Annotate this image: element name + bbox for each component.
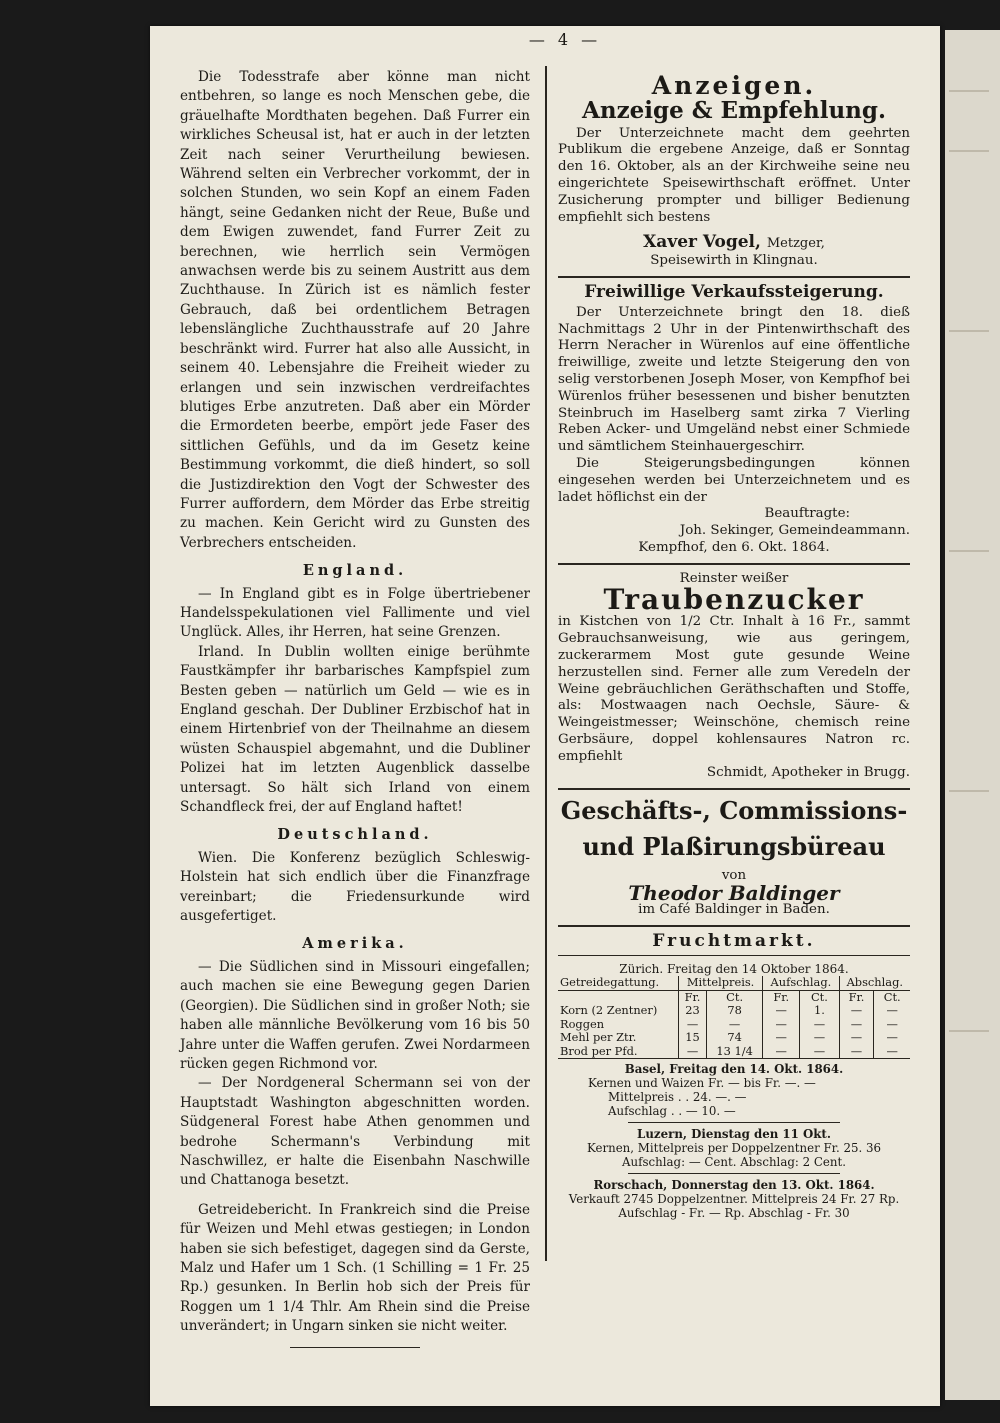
- adjacent-page-edge: [945, 30, 1000, 1400]
- table-row: [558, 1045, 910, 1059]
- col-header: Mittelpreis.: [678, 976, 762, 990]
- divider: [558, 276, 910, 278]
- ad-baldinger: [558, 796, 910, 918]
- ad-baldinger-place: im Café Baldinger in Baden.: [638, 901, 830, 917]
- ad-vogel-name: Xaver Vogel,: [643, 232, 761, 253]
- heading-anzeigen: Anzeigen.: [651, 71, 817, 100]
- grain-name: Korn (2 Zentner): [560, 1003, 658, 1018]
- right-column: [558, 68, 910, 1220]
- cell: —: [678, 1045, 706, 1059]
- cell: —: [763, 1004, 800, 1018]
- basel-line: Kernen und Waizen Fr. — bis Fr. —. —: [588, 1076, 816, 1091]
- cell: 13 1/4: [707, 1045, 763, 1059]
- article-amerika-1: — Die Südlichen sind in Missouri eingefallen; auch machen sie eine Bewegung gegen Darien (Georgien). Die Südlichen sind in großer Noth; sie haben alle männliche Bevölkerung vom 16 bis 50 Jahre unter die Waffen gerufen. Zwei Nordarmeen rücken gegen Richmond vor.: [180, 958, 530, 1072]
- grain-name: Roggen: [560, 1016, 605, 1031]
- table-row: [558, 1018, 910, 1032]
- cell: —: [874, 1018, 910, 1032]
- luzern-heading: Luzern, Dienstag den 11 Okt.: [637, 1127, 831, 1142]
- unit-header: Ct.: [707, 990, 763, 1004]
- column-rule: [545, 66, 547, 1261]
- unit-header: Fr.: [763, 990, 800, 1004]
- grain-name: Brod per Pfd.: [558, 1045, 678, 1059]
- ad-steigerung-title: Freiwillige Verkaufssteigerung.: [584, 281, 884, 302]
- ad-vogel-body: Der Unterzeichnete macht dem geehrten Publikum die ergebene Anzeige, daß er Sonntag den 16. Oktober, als an der Kirchweihe seine neu eingerichtete Speisewirthschaft eröffnet. Unter Zusicherung prompter und billiger Bedienung empfiehlt sich bestens: [558, 125, 910, 225]
- page-number: — 4 —: [528, 30, 602, 49]
- article-amerika-2: — Der Nordgeneral Schermann sei von der Hauptstadt Washington abgeschnitten worden. Südgeneral Forest habe Athen genommen und bedrohe Schermann's Verbindung mit Naschwillez, er halte die Eisenbahn Naschwille und Chattanoga besetzt.: [180, 1075, 530, 1189]
- rorschach-line: Aufschlag - Fr. — Rp. Abschlag - Fr. 30: [618, 1206, 850, 1221]
- luzern-report: [558, 1127, 910, 1169]
- cell: —: [763, 1045, 800, 1059]
- article-furrer: Die Todesstrafe aber könne man nicht entbehren, so lange es noch Menschen gebe, die gräuelhafte Mordthaten begehen. Daß Furrer ein wirkliches Scheusal ist, hat er auch in der letzten Zeit nach seiner Verurtheilung bewiesen. Während selten ein Verbrecher vorkommt, der in solchen Stunden, wo sein Kopf an einem Faden hängt, seine Gedanken nicht der Reue, Buße und dem Ewigen zuwendet, fand Furrer Zeit zu berechnen, wie herrlich sein Vermögen anwachsen werde bis zu seinem Austritt aus dem Zuchthause. In Zürich ist es nämlich fester Gebrauch, daß bei ordentlichem Betragen lebenslängliche Zuchthausstrafe auf 20 Jahre beschränkt wird. Furrer hat also alle Aussicht, in seinem 40. Lebensjahre die Freiheit wieder zu erlangen und sein inzwischen verdreifachtes blutiges Erbe anzutreten. Daß aber ein Mörder die Ermordeten beerbe, empört jede Faser des sittlichen Gefühls, und da im Gesetz keine Bestimmung vorkommt, die dieß hindert, so soll die Justizdirektion den Vogt der Schwester des Furrer auffordern, dem Mörder das Erbe streitig zu machen. Kein Gericht wird zu Gunsten des Verbrechers entscheiden.: [180, 69, 530, 551]
- cell: —: [839, 1045, 874, 1059]
- ad-steigerung-place: Kempfhof, den 6. Okt. 1864.: [638, 539, 830, 555]
- unit-header: Ct.: [874, 990, 910, 1004]
- left-column: [180, 68, 530, 1348]
- basel-report: [558, 1062, 910, 1118]
- ad-vogel: [558, 96, 910, 270]
- divider: [628, 1122, 839, 1123]
- newspaper-page: [150, 26, 940, 1406]
- cell: —: [800, 1031, 839, 1045]
- cell: —: [800, 1018, 839, 1032]
- divider: [558, 955, 910, 956]
- ad-traubenzucker-body: in Kistchen von 1/2 Ctr. Inhalt à 16 Fr., sammt Gebrauchsanweisung, wie aus geringem, zuckerarmem Most gute gesunde Weine herzustellen sind. Ferner alle zum Veredeln der Weine gebräuchlichen Geräthschaften und Stoffe, als: Mostwaagen nach Oechsle, Säure- & Weingeistmesser; Weinschöne, chemisch reine Gerbsäure, doppel kohlensaures Natron rc. empfiehlt: [558, 614, 910, 764]
- cell: —: [763, 1031, 800, 1045]
- ad-vogel-title: Anzeige & Empfehlung.: [582, 96, 886, 124]
- cell: —: [800, 1045, 839, 1059]
- cell: —: [763, 1018, 800, 1032]
- ad-baldinger-line1: Geschäfts-, Commissions-: [560, 796, 908, 826]
- unit-header: Ct.: [800, 990, 839, 1004]
- divider: [558, 925, 910, 927]
- ad-traubenzucker-pre: Reinster weißer: [679, 570, 789, 586]
- cell: —: [678, 1018, 706, 1032]
- article-wien: Wien. Die Konferenz bezüglich Schleswig-Holstein hat sich endlich über die Finanzfrage vereinbart; die Friedensurkunde wird ausgefertiget.: [180, 849, 530, 925]
- cell: —: [839, 1031, 874, 1045]
- ad-baldinger-line2: und Plaßirungsbüreau: [582, 832, 886, 862]
- unit-header: Fr.: [678, 990, 706, 1004]
- ad-vogel-role: Metzger,: [766, 236, 825, 252]
- ad-steigerung-beauftragte: Beauftragte:: [764, 506, 850, 522]
- ad-traubenzucker-signature: Schmidt, Apotheker in Brugg.: [706, 765, 910, 781]
- ad-baldinger-von: von: [721, 868, 747, 884]
- divider: [558, 563, 910, 565]
- article-getreidebericht: Getreidebericht. In Frankreich sind die Preise für Weizen und Mehl etwas gestiegen; in London haben sie sich befestiget, dagegen sind da Gerste, Malz und Hafer um 1 Sch. (1 Schilling = 1 Fr. 25 Rp.) gesunken. In Berlin hob sich der Preis für Roggen um 1 1/4 Thlr. Am Rhein sind die Preise unverändert; in Ungarn sinken sie nicht weiter.: [180, 1201, 530, 1335]
- divider: [628, 1173, 839, 1174]
- basel-line: Aufschlag . . — 10. —: [608, 1104, 736, 1119]
- ad-steigerung-body2: Die Steigerungsbedingungen können eingesehen werden bei Unterzeichnetem und es ladet höflichst ein der: [558, 455, 910, 505]
- table-row: [558, 1031, 910, 1045]
- cell: —: [707, 1018, 763, 1032]
- cell: 1.: [800, 1004, 839, 1018]
- cell: 15: [678, 1031, 706, 1045]
- heading-deutschland: Deutschland.: [277, 826, 433, 844]
- col-header: Getreidegattung.: [558, 976, 678, 990]
- cell: —: [839, 1004, 874, 1018]
- cell: 23: [678, 1004, 706, 1018]
- ad-steigerung: [558, 281, 910, 557]
- divider: [558, 788, 910, 790]
- end-rule: [290, 1347, 420, 1348]
- ad-vogel-place: Speisewirth in Klingnau.: [650, 253, 818, 269]
- cell: —: [874, 1004, 910, 1018]
- ad-traubenzucker: [558, 571, 910, 783]
- cell: 78: [707, 1004, 763, 1018]
- article-england-1: — In England gibt es in Folge übertriebener Handelsspekulationen viel Fallimente und viel Unglück. Alles, ihr Herren, hat seine Grenzen.: [180, 585, 530, 641]
- zurich-price-table: [558, 976, 910, 1059]
- table-row: [558, 1004, 910, 1018]
- grain-name: Mehl per Ztr.: [560, 1030, 637, 1045]
- fruchtmarkt: [558, 930, 910, 1221]
- luzern-line: Aufschlag: — Cent. Abschlag: 2 Cent.: [622, 1155, 846, 1170]
- ad-steigerung-body: Der Unterzeichnete bringt den 18. dieß Nachmittags 2 Uhr in der Pintenwirthschaft des Herrn Neracher in Würenlos auf eine öffentliche freiwillige, zweite und letzte Steigerung den von selig verstorbenen Joseph Moser, von Kempfhof bei Würenlos früher besessenen und bisher benutzten Steinbruch im Haselberg samt zirka 7 Vierling Reben Acker- und Umgeländ nebst einer Schmiede und sämtlichem Steinhauergeschirr.: [558, 304, 910, 455]
- unit-header: Fr.: [839, 990, 874, 1004]
- rorschach-line: Verkauft 2745 Doppelzentner. Mittelpreis 24 Fr. 27 Rp.: [568, 1192, 900, 1207]
- article-irland: Irland. In Dublin wollten einige berühmte Faustkämpfer ihr barbarisches Kampfspiel zum Besten geben — natürlich um Geld — wie es in England geschah. Der Dubliner Erzbischof hat in einem Hirtenbrief von der Theilnahme an diesem wüsten Schauspiel abgemahnt, und die Dubliner Polizei hat im letzten Augenblick dasselbe untersagt. So hält sich Irland von einem Schandfleck frei, der auf England haftet!: [180, 643, 530, 816]
- ad-vogel-signature: [558, 234, 910, 253]
- basel-line: Mittelpreis . . 24. —. —: [608, 1090, 747, 1105]
- rorschach-heading: Rorschach, Donnerstag den 13. Okt. 1864.: [593, 1178, 875, 1193]
- luzern-line: Kernen, Mittelpreis per Doppelzentner Fr. 25. 36: [586, 1141, 882, 1156]
- cell: —: [874, 1031, 910, 1045]
- ad-steigerung-signature: Joh. Sekinger, Gemeindeammann.: [679, 523, 910, 539]
- col-header: Abschlag.: [839, 976, 910, 990]
- col-header: Aufschlag.: [763, 976, 839, 990]
- heading-amerika: Amerika.: [302, 935, 408, 953]
- ad-baldinger-name: Theodor Baldinger: [628, 881, 840, 906]
- zurich-heading: Zürich. Freitag den 14 Oktober 1864.: [619, 962, 849, 977]
- fruchtmarkt-title: Fruchtmarkt.: [652, 930, 816, 951]
- cell: —: [874, 1045, 910, 1059]
- ad-traubenzucker-title: Traubenzucker: [603, 582, 865, 616]
- cell: —: [839, 1018, 874, 1032]
- basel-heading: Basel, Freitag den 14. Okt. 1864.: [624, 1062, 844, 1077]
- rorschach-report: [558, 1178, 910, 1220]
- cell: 74: [707, 1031, 763, 1045]
- heading-england: England.: [302, 562, 408, 580]
